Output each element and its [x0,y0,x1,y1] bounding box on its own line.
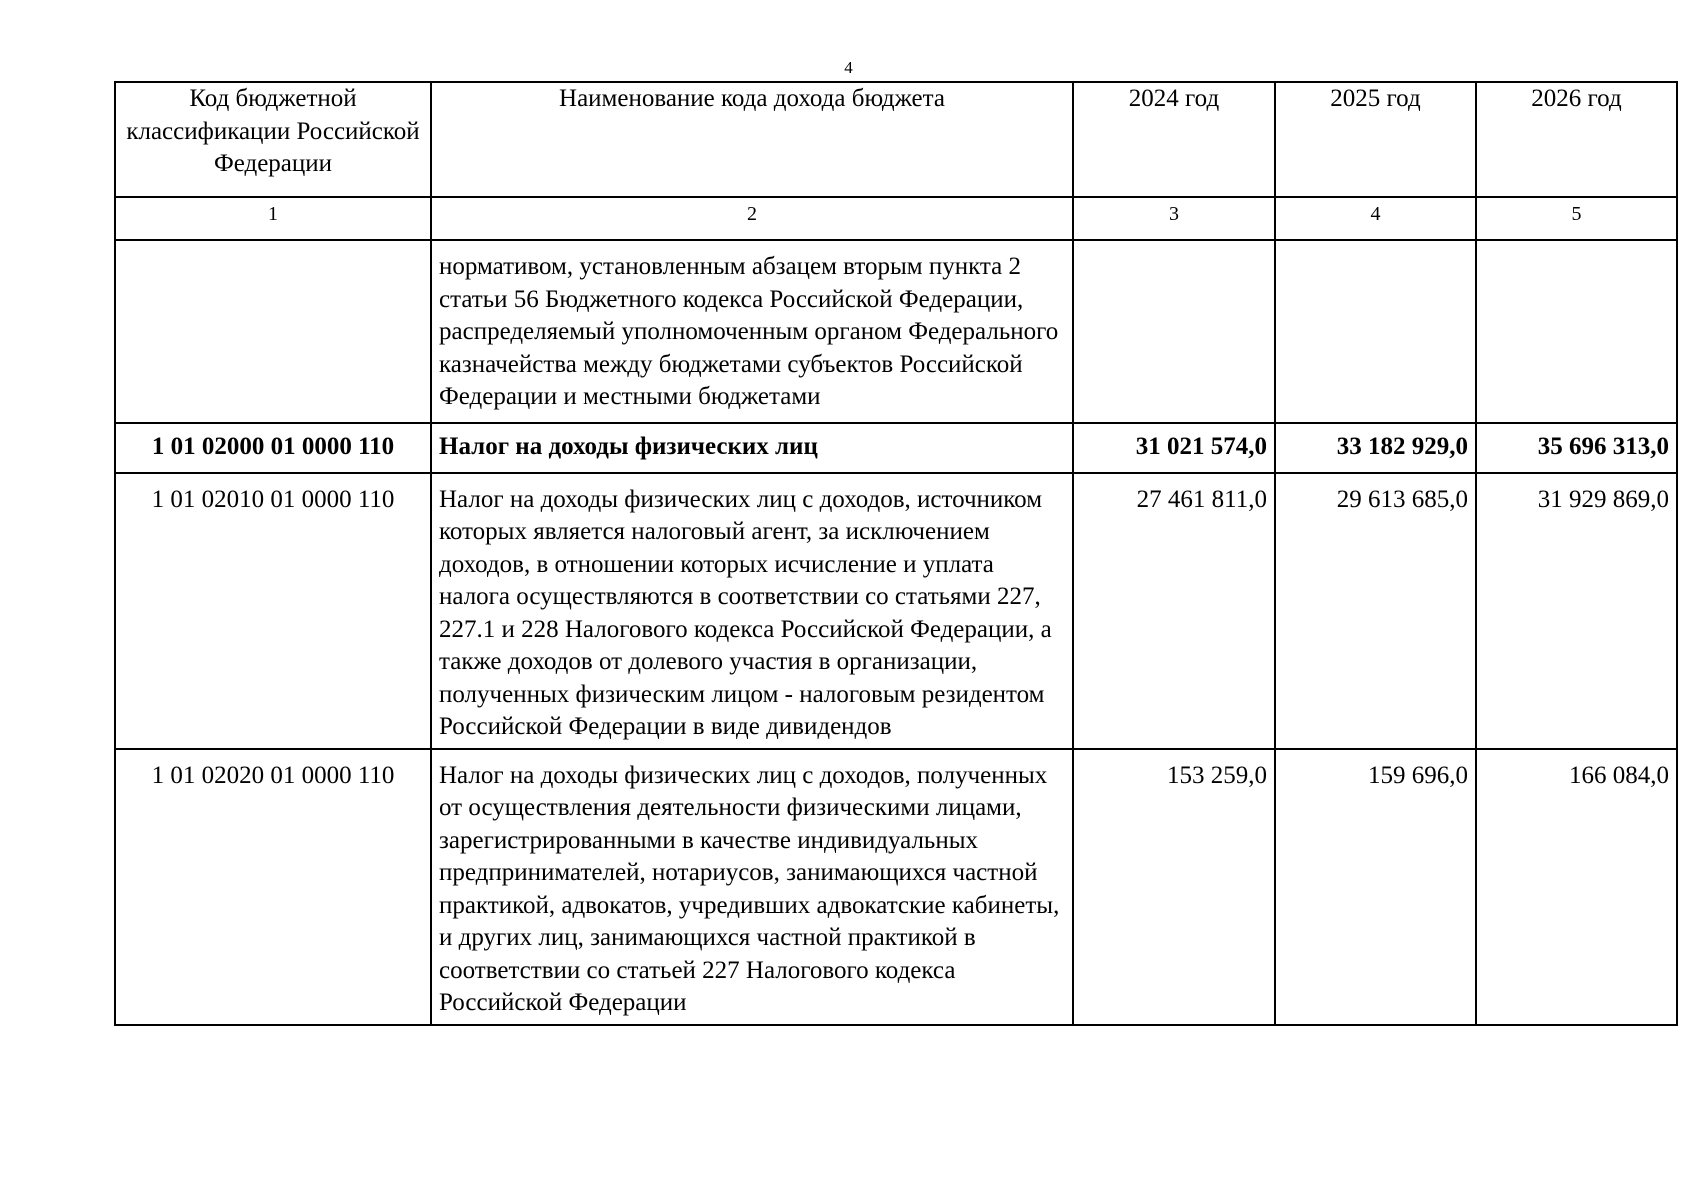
row-code: 1 01 02010 01 0000 110 [115,473,431,749]
row-value-2024: 153 259,0 [1073,749,1275,1025]
table-row-total [115,423,1677,473]
header-2025: 2025 год [1275,82,1476,197]
header-2026: 2026 год [1476,82,1677,197]
row-name: Налог на доходы физических лиц [431,423,1073,473]
row-value-2025: 159 696,0 [1275,749,1476,1025]
page-number: 4 [844,58,853,77]
row-value-2024 [1073,240,1275,423]
budget-revenue-table [114,81,1678,1026]
row-value-2026 [1476,240,1677,423]
row-value-2024: 31 021 574,0 [1073,423,1275,473]
row-name: Налог на доходы физических лиц с доходов, источником которых является налоговый агент, за исключением доходов, в отношении которых исчисление и уплата налога осуществляются в соответствии со статьями 227, 227.1 и 228 Налогового кодекса Российской Федерации, а также доходов от долевого участия в организации, полученных физическим лицом - налоговым резидентом Российской Федерации в виде дивидендов [431,473,1073,749]
row-value-2026: 166 084,0 [1476,749,1677,1025]
row-name: нормативом, установленным абзацем вторым пункта 2 статьи 56 Бюджетного кодекса Российской Федерации, распределяемый уполномоченным органом Федерального казначейства между бюджетами субъектов Российской Федерации и местными бюджетами [431,240,1073,423]
row-value-2024: 27 461 811,0 [1073,473,1275,749]
column-number: 4 [1275,197,1476,240]
row-value-2025 [1275,240,1476,423]
column-number: 1 [115,197,431,240]
column-number: 2 [431,197,1073,240]
table-row [115,749,1677,1025]
row-value-2025: 33 182 929,0 [1275,423,1476,473]
header-name: Наименование кода дохода бюджета [431,82,1073,197]
row-value-2026: 31 929 869,0 [1476,473,1677,749]
table-row [115,240,1677,423]
row-value-2026: 35 696 313,0 [1476,423,1677,473]
row-value-2025: 29 613 685,0 [1275,473,1476,749]
table-row [115,473,1677,749]
header-2024: 2024 год [1073,82,1275,197]
row-code: 1 01 02020 01 0000 110 [115,749,431,1025]
column-number: 5 [1476,197,1677,240]
row-code: 1 01 02000 01 0000 110 [115,423,431,473]
header-row [115,82,1677,197]
row-name: Налог на доходы физических лиц с доходов, полученных от осуществления деятельности физическими лицами, зарегистрированными в качестве индивидуальных предпринимателей, нотариусов, занимающихся частной практикой, адвокатов, учредивших адвокатские кабинеты, и других лиц, занимающихся частной практикой в соответствии со статьей 227 Налогового кодекса Российской Федерации [431,749,1073,1025]
header-code: Код бюджетной классификации Российской Федерации [115,82,431,197]
column-number: 3 [1073,197,1275,240]
column-number-row [115,197,1677,240]
row-code [115,240,431,423]
